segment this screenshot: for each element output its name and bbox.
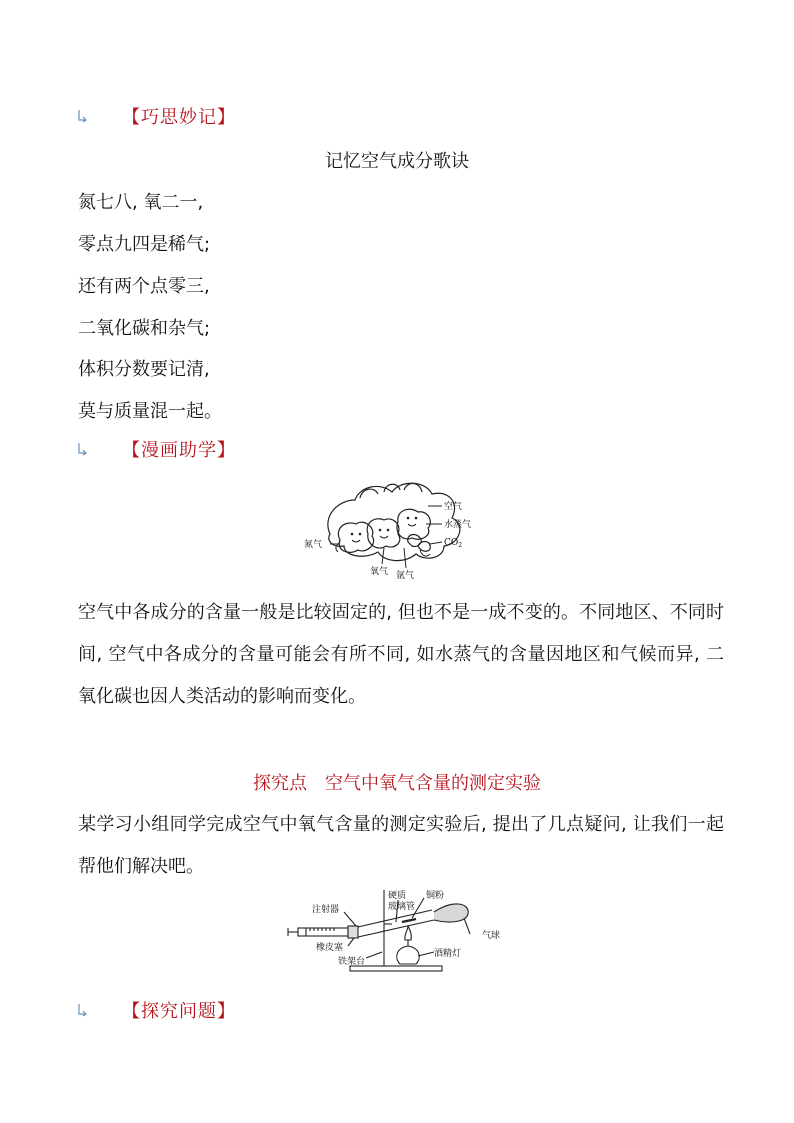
section-comic-heading <box>78 437 236 461</box>
poem-line: 莫与质量混一起。 <box>78 401 222 422</box>
label-co2-subscript: 2 <box>458 542 463 549</box>
poem-line: 零点九四是稀气; <box>78 234 211 255</box>
label-argon: 氩气 <box>396 571 415 581</box>
poem-line: 还有两个点零三, <box>78 276 210 297</box>
comic-explanation-paragraph: 空气中各成分的含量一般是比较固定的, 但也不是一成不变的。不同地区、不同时间, 空气中各成分的含量可能会有所不同, 如水蒸气的含量因地区和气候而异, 二氧化碳也因人类活动的影响而变化。 <box>78 602 724 707</box>
apparatus-diagram <box>284 886 510 974</box>
poem-line: 体积分数要记清, <box>78 359 210 380</box>
section-tips-heading <box>78 104 236 128</box>
label-oxygen: 氧气 <box>370 567 389 577</box>
label-glass-tube-line1: 硬质 <box>388 891 407 901</box>
section-title: 【漫画助学】 <box>122 440 236 461</box>
poem-title: 记忆空气成分歌诀 <box>325 151 469 172</box>
explore-intro-paragraph: 某学习小组同学完成空气中氧气含量的测定实验后, 提出了几点疑问, 让我们一起帮他们解决吧。 <box>78 814 724 877</box>
label-water-vapor: 水蒸气 <box>444 520 472 530</box>
section-marker-icon <box>78 1003 88 1017</box>
label-iron-stand: 铁架台 <box>338 957 366 967</box>
explore-title: 探究点 空气中氧气含量的测定实验 <box>253 773 541 794</box>
label-rubber-stopper: 橡皮塞 <box>316 943 344 953</box>
poem-line: 氮七八, 氧二一, <box>78 192 204 213</box>
label-syringe: 注射器 <box>312 905 340 915</box>
poem-line: 二氧化碳和杂气; <box>78 318 211 339</box>
label-co2-main: CO <box>444 538 459 548</box>
label-balloon: 气球 <box>482 931 501 941</box>
label-nitrogen: 氮气 <box>304 540 323 550</box>
air-composition-cartoon <box>300 476 500 584</box>
label-copper-powder: 铜粉 <box>426 891 445 901</box>
label-glass-tube-line2: 玻璃管 <box>388 902 416 912</box>
section-marker-icon <box>78 442 88 456</box>
section-title: 【探究问题】 <box>122 1001 236 1022</box>
section-title: 【巧思妙记】 <box>122 107 236 128</box>
label-co2 <box>444 538 462 549</box>
section-question-heading <box>78 998 236 1022</box>
label-alcohol-lamp: 酒精灯 <box>434 949 462 959</box>
section-marker-icon <box>78 109 88 123</box>
label-air: 空气 <box>444 502 463 512</box>
